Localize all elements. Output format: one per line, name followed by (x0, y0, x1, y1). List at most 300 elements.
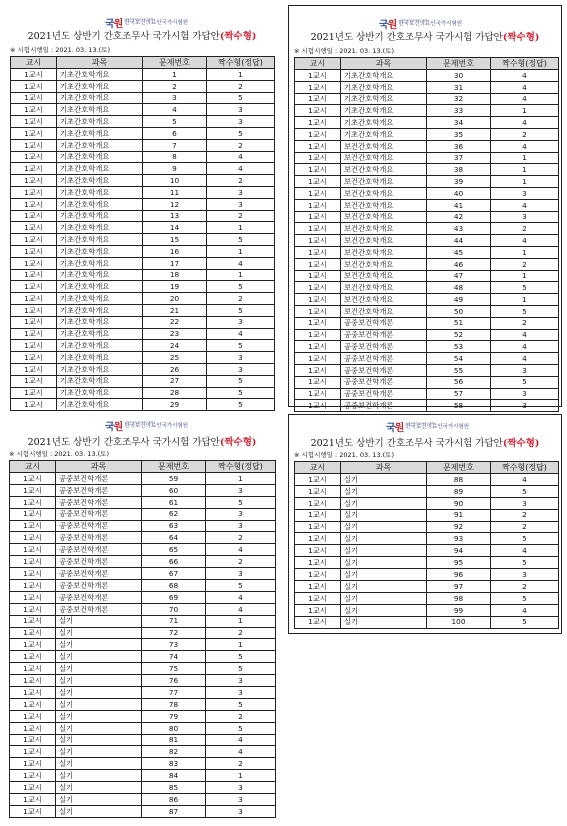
answer-cell: 4 (491, 117, 559, 129)
question-number-cell: 89 (427, 485, 491, 497)
subject-cell: 실기 (341, 509, 427, 521)
table-row (295, 246, 559, 258)
period-cell: 1교시 (295, 557, 341, 569)
subject-cell: 실기 (56, 782, 142, 794)
answer-cell: 5 (491, 485, 559, 497)
answer-cell: 3 (491, 211, 559, 223)
column-header: 교시 (295, 58, 341, 70)
column-header: 과목 (341, 462, 427, 474)
question-number-cell: 72 (142, 627, 206, 639)
subject-cell: 실기 (341, 521, 427, 533)
question-number-cell: 1 (143, 69, 207, 81)
answer-cell: 3 (207, 104, 275, 116)
table-row (10, 794, 276, 806)
subject-cell: 실기 (341, 497, 427, 509)
question-number-cell: 20 (143, 293, 207, 305)
table-row (10, 663, 276, 675)
question-number-cell: 45 (427, 246, 491, 258)
period-cell: 1교시 (11, 116, 57, 128)
period-cell: 1교시 (10, 805, 56, 817)
period-cell: 1교시 (10, 710, 56, 722)
answer-cell: 3 (207, 316, 275, 328)
table-header-row (295, 462, 559, 474)
period-cell: 1교시 (295, 81, 341, 93)
subject-cell: 실기 (56, 805, 142, 817)
table-row (295, 545, 559, 557)
subject-cell: 공중보건학개론 (56, 496, 142, 508)
period-cell: 1교시 (295, 128, 341, 140)
period-cell: 1교시 (10, 544, 56, 556)
question-number-cell: 84 (142, 770, 206, 782)
period-cell: 1교시 (10, 663, 56, 675)
answer-cell: 3 (206, 520, 276, 532)
question-number-cell: 25 (143, 352, 207, 364)
period-cell: 1교시 (11, 210, 57, 222)
answer-cell: 5 (206, 663, 276, 675)
period-cell: 1교시 (295, 533, 341, 545)
answer-cell: 1 (491, 246, 559, 258)
question-number-cell: 83 (142, 758, 206, 770)
table-row (295, 270, 559, 282)
subject-cell: 실기 (341, 545, 427, 557)
question-number-cell: 6 (143, 127, 207, 139)
subject-cell: 실기 (56, 663, 142, 675)
answer-cell: 1 (491, 152, 559, 164)
subject-cell: 공중보건학개론 (56, 520, 142, 532)
question-number-cell: 27 (143, 375, 207, 387)
answer-cell: 3 (206, 484, 276, 496)
question-number-cell: 47 (427, 270, 491, 282)
subject-cell: 기초간호학개요 (57, 293, 143, 305)
period-cell: 1교시 (295, 364, 341, 376)
period-cell: 1교시 (11, 281, 57, 293)
period-cell: 1교시 (11, 316, 57, 328)
table-row (295, 187, 559, 199)
answer-cell: 3 (206, 805, 276, 817)
period-cell: 1교시 (10, 591, 56, 603)
table-row (10, 758, 276, 770)
period-cell: 1교시 (295, 388, 341, 400)
answer-cell: 3 (207, 116, 275, 128)
sheet-title (289, 29, 561, 43)
answer-table (294, 57, 559, 412)
question-number-cell: 52 (427, 329, 491, 341)
question-number-cell: 19 (143, 281, 207, 293)
table-row (10, 770, 276, 782)
question-number-cell: 16 (143, 245, 207, 257)
table-row (295, 211, 559, 223)
answer-cell: 4 (491, 235, 559, 247)
question-number-cell: 23 (143, 328, 207, 340)
answer-cell: 5 (207, 92, 275, 104)
table-row (11, 234, 275, 246)
period-cell: 1교시 (10, 639, 56, 651)
subject-cell: 보건간호학개요 (341, 211, 427, 223)
period-cell: 1교시 (11, 245, 57, 257)
answer-cell: 2 (207, 175, 275, 187)
period-cell: 1교시 (11, 104, 57, 116)
table-row (295, 497, 559, 509)
subject-cell: 실기 (56, 746, 142, 758)
subject-cell: 기초간호학개요 (57, 186, 143, 198)
table-row (10, 556, 276, 568)
exam-date: ※ 시험시행일 : 2021. 03. 13.(토) (294, 47, 394, 55)
answer-cell: 4 (491, 81, 559, 93)
logo-small-text: 국가보건의료인국가시험원 (124, 420, 154, 424)
answer-cell: 3 (491, 569, 559, 581)
subject-cell: 보건간호학개요 (341, 140, 427, 152)
logo-mark: 국원 (379, 20, 397, 31)
table-row (10, 580, 276, 592)
answer-cell: 4 (206, 544, 276, 556)
subject-cell: 기초간호학개요 (57, 352, 143, 364)
period-cell: 1교시 (10, 520, 56, 532)
table-row (295, 557, 559, 569)
table-row (10, 722, 276, 734)
table-row (295, 128, 559, 140)
period-cell: 1교시 (10, 734, 56, 746)
subject-cell: 기초간호학개요 (57, 139, 143, 151)
answer-sheet-4 (288, 414, 562, 634)
question-number-cell: 7 (143, 139, 207, 151)
logo-small-text: 국가보건의료인국가시험원 (398, 18, 428, 22)
table-row (10, 687, 276, 699)
question-number-cell: 92 (427, 521, 491, 533)
subject-cell: 보건간호학개요 (341, 152, 427, 164)
subject-cell: 공중보건학개론 (56, 556, 142, 568)
table-row (295, 70, 559, 82)
column-header: 문제번호 (142, 461, 206, 473)
column-header: 짝수형(정답) (206, 461, 276, 473)
question-number-cell: 12 (143, 198, 207, 210)
subject-cell: 공중보건학개론 (56, 568, 142, 580)
table-row (295, 474, 559, 486)
question-number-cell: 46 (427, 258, 491, 270)
question-number-cell: 76 (142, 675, 206, 687)
table-row (10, 746, 276, 758)
table-row (11, 69, 275, 81)
period-cell: 1교시 (295, 223, 341, 235)
subject-cell: 공중보건학개론 (56, 591, 142, 603)
table-row (295, 581, 559, 593)
title-text: 2021년도 상반기 간호조무사 국가시험 가답안 (27, 31, 220, 42)
table-row (10, 782, 276, 794)
answer-cell: 4 (206, 734, 276, 746)
subject-cell: 기초간호학개요 (57, 387, 143, 399)
logo-small-text: 국가보건의료인국가시험원 (124, 17, 154, 21)
subject-cell: 기초간호학개요 (341, 81, 427, 93)
answer-cell: 3 (206, 508, 276, 520)
answer-cell: 4 (491, 199, 559, 211)
period-cell: 1교시 (11, 340, 57, 352)
subject-cell: 공중보건학개론 (341, 317, 427, 329)
table-row (11, 163, 275, 175)
answer-cell: 5 (207, 281, 275, 293)
subject-cell: 공중보건학개론 (341, 364, 427, 376)
column-header: 짝수형(정답) (207, 57, 275, 69)
subject-cell: 기초간호학개요 (57, 269, 143, 281)
table-row (11, 127, 275, 139)
period-cell: 1교시 (295, 341, 341, 353)
subject-cell: 기초간호학개요 (57, 399, 143, 411)
answer-cell: 4 (491, 341, 559, 353)
table-row (10, 639, 276, 651)
answer-type-label: (짝수형) (502, 438, 540, 449)
subject-cell: 공중보건학개론 (341, 329, 427, 341)
answer-cell: 5 (207, 127, 275, 139)
question-number-cell: 48 (427, 282, 491, 294)
table-row (295, 317, 559, 329)
column-header: 문제번호 (143, 57, 207, 69)
table-row (295, 235, 559, 247)
period-cell: 1교시 (11, 257, 57, 269)
subject-cell: 기초간호학개요 (57, 116, 143, 128)
subject-cell: 실기 (56, 722, 142, 734)
period-cell: 1교시 (295, 235, 341, 247)
period-cell: 1교시 (295, 353, 341, 365)
table-header-row (10, 461, 276, 473)
logo-org-name: 한국보건의료인국가시험원 (124, 20, 189, 26)
period-cell: 1교시 (11, 363, 57, 375)
answer-cell: 1 (491, 294, 559, 306)
column-header: 과목 (57, 57, 143, 69)
question-number-cell: 42 (427, 211, 491, 223)
subject-cell: 보건간호학개요 (341, 164, 427, 176)
period-cell: 1교시 (295, 317, 341, 329)
period-cell: 1교시 (11, 222, 57, 234)
table-row (295, 364, 559, 376)
title-text: 2021년도 상반기 간호조무사 국가시험 가답안 (310, 438, 503, 449)
period-cell: 1교시 (10, 651, 56, 663)
table-row (295, 282, 559, 294)
answer-cell: 2 (491, 581, 559, 593)
question-number-cell: 50 (427, 305, 491, 317)
subject-cell: 실기 (56, 627, 142, 639)
table-row (11, 92, 275, 104)
exam-date: ※ 시험시행일 : 2021. 03. 13.(토) (9, 450, 109, 458)
period-cell: 1교시 (11, 186, 57, 198)
answer-cell: 2 (207, 210, 275, 222)
table-row (10, 651, 276, 663)
answer-cell: 4 (206, 603, 276, 615)
answer-cell: 3 (206, 782, 276, 794)
answer-cell: 3 (491, 400, 559, 412)
question-number-cell: 55 (427, 364, 491, 376)
table-row (10, 496, 276, 508)
subject-cell: 실기 (56, 651, 142, 663)
subject-cell: 보건간호학개요 (341, 187, 427, 199)
org-logo (386, 419, 469, 434)
question-number-cell: 80 (142, 722, 206, 734)
subject-cell: 기초간호학개요 (341, 117, 427, 129)
period-cell: 1교시 (11, 328, 57, 340)
period-cell: 1교시 (10, 687, 56, 699)
answer-cell: 2 (207, 293, 275, 305)
table-header-row (11, 57, 275, 69)
period-cell: 1교시 (10, 722, 56, 734)
answer-cell: 3 (207, 186, 275, 198)
answer-cell: 3 (207, 352, 275, 364)
answer-cell: 4 (206, 746, 276, 758)
answer-cell: 3 (491, 364, 559, 376)
answer-cell: 2 (206, 532, 276, 544)
question-number-cell: 11 (143, 186, 207, 198)
question-number-cell: 37 (427, 152, 491, 164)
subject-cell: 실기 (56, 710, 142, 722)
table-row (10, 532, 276, 544)
subject-cell: 실기 (341, 592, 427, 604)
subject-cell: 기초간호학개요 (57, 281, 143, 293)
answer-cell: 2 (206, 710, 276, 722)
period-cell: 1교시 (11, 80, 57, 92)
answer-cell: 5 (207, 387, 275, 399)
table-row (11, 245, 275, 257)
subject-cell: 보건간호학개요 (341, 294, 427, 306)
answer-cell: 2 (207, 139, 275, 151)
table-row (10, 615, 276, 627)
answer-cell: 2 (491, 258, 559, 270)
answer-cell: 5 (491, 376, 559, 388)
answer-cell: 4 (491, 93, 559, 105)
period-cell: 1교시 (295, 305, 341, 317)
table-row (10, 484, 276, 496)
table-row (10, 805, 276, 817)
period-cell: 1교시 (10, 770, 56, 782)
period-cell: 1교시 (11, 139, 57, 151)
subject-cell: 기초간호학개요 (57, 328, 143, 340)
period-cell: 1교시 (295, 294, 341, 306)
answer-cell: 5 (491, 282, 559, 294)
question-number-cell: 4 (143, 104, 207, 116)
logo-mark: 국원 (105, 19, 123, 30)
sheet-title (289, 435, 561, 449)
column-header: 과목 (56, 461, 142, 473)
period-cell: 1교시 (295, 329, 341, 341)
subject-cell: 공중보건학개론 (341, 376, 427, 388)
answer-cell: 2 (207, 80, 275, 92)
answer-cell: 1 (206, 473, 276, 485)
table-row (295, 152, 559, 164)
answer-cell: 2 (491, 128, 559, 140)
question-number-cell: 26 (143, 363, 207, 375)
period-cell: 1교시 (295, 246, 341, 258)
question-number-cell: 63 (142, 520, 206, 532)
answer-cell: 5 (207, 399, 275, 411)
subject-cell: 실기 (56, 734, 142, 746)
period-cell: 1교시 (295, 497, 341, 509)
table-row (10, 591, 276, 603)
table-row (11, 304, 275, 316)
period-cell: 1교시 (10, 758, 56, 770)
question-number-cell: 60 (142, 484, 206, 496)
period-cell: 1교시 (10, 568, 56, 580)
subject-cell: 실기 (341, 533, 427, 545)
subject-cell: 기초간호학개요 (341, 70, 427, 82)
question-number-cell: 94 (427, 545, 491, 557)
subject-cell: 실기 (56, 687, 142, 699)
org-logo (105, 418, 188, 433)
answer-cell: 5 (207, 340, 275, 352)
question-number-cell: 59 (142, 473, 206, 485)
question-number-cell: 88 (427, 474, 491, 486)
answer-cell: 5 (206, 651, 276, 663)
period-cell: 1교시 (10, 746, 56, 758)
question-number-cell: 57 (427, 388, 491, 400)
period-cell: 1교시 (295, 474, 341, 486)
period-cell: 1교시 (295, 187, 341, 199)
answer-cell: 3 (206, 794, 276, 806)
question-number-cell: 58 (427, 400, 491, 412)
subject-cell: 실기 (56, 639, 142, 651)
answer-cell: 3 (491, 388, 559, 400)
period-cell: 1교시 (10, 556, 56, 568)
answer-cell: 4 (491, 353, 559, 365)
subject-cell: 기초간호학개요 (57, 234, 143, 246)
subject-cell: 실기 (341, 581, 427, 593)
answer-cell: 5 (207, 304, 275, 316)
table-row (11, 116, 275, 128)
table-row (295, 485, 559, 497)
table-row (11, 257, 275, 269)
period-cell: 1교시 (10, 484, 56, 496)
subject-cell: 보건간호학개요 (341, 199, 427, 211)
subject-cell: 기초간호학개요 (57, 375, 143, 387)
question-number-cell: 44 (427, 235, 491, 247)
subject-cell: 기초간호학개요 (57, 92, 143, 104)
question-number-cell: 71 (142, 615, 206, 627)
answer-cell: 2 (206, 758, 276, 770)
table-row (10, 734, 276, 746)
answer-cell: 5 (206, 722, 276, 734)
subject-cell: 공중보건학개론 (56, 484, 142, 496)
question-number-cell: 15 (143, 234, 207, 246)
answer-cell: 1 (207, 222, 275, 234)
question-number-cell: 30 (427, 70, 491, 82)
question-number-cell: 99 (427, 604, 491, 616)
table-row (295, 140, 559, 152)
table-row (11, 363, 275, 375)
question-number-cell: 13 (143, 210, 207, 222)
period-cell: 1교시 (11, 151, 57, 163)
table-row (295, 341, 559, 353)
answer-cell: 1 (491, 105, 559, 117)
subject-cell: 실기 (341, 616, 427, 628)
question-number-cell: 79 (142, 710, 206, 722)
question-number-cell: 90 (427, 497, 491, 509)
table-row (10, 710, 276, 722)
answer-sheet-1 (5, 5, 279, 410)
table-row (11, 139, 275, 151)
question-number-cell: 100 (427, 616, 491, 628)
sheet-title (5, 434, 279, 448)
period-cell: 1교시 (10, 473, 56, 485)
table-row (11, 399, 275, 411)
table-row (295, 616, 559, 628)
period-cell: 1교시 (10, 532, 56, 544)
answer-cell: 5 (491, 557, 559, 569)
answer-cell: 4 (207, 328, 275, 340)
answer-cell: 4 (491, 70, 559, 82)
answer-sheet-2 (288, 5, 562, 411)
answer-cell: 1 (206, 615, 276, 627)
question-number-cell: 18 (143, 269, 207, 281)
period-cell: 1교시 (11, 399, 57, 411)
answer-cell: 1 (206, 639, 276, 651)
table-row (11, 281, 275, 293)
question-number-cell: 54 (427, 353, 491, 365)
subject-cell: 공중보건학개론 (341, 353, 427, 365)
period-cell: 1교시 (11, 234, 57, 246)
